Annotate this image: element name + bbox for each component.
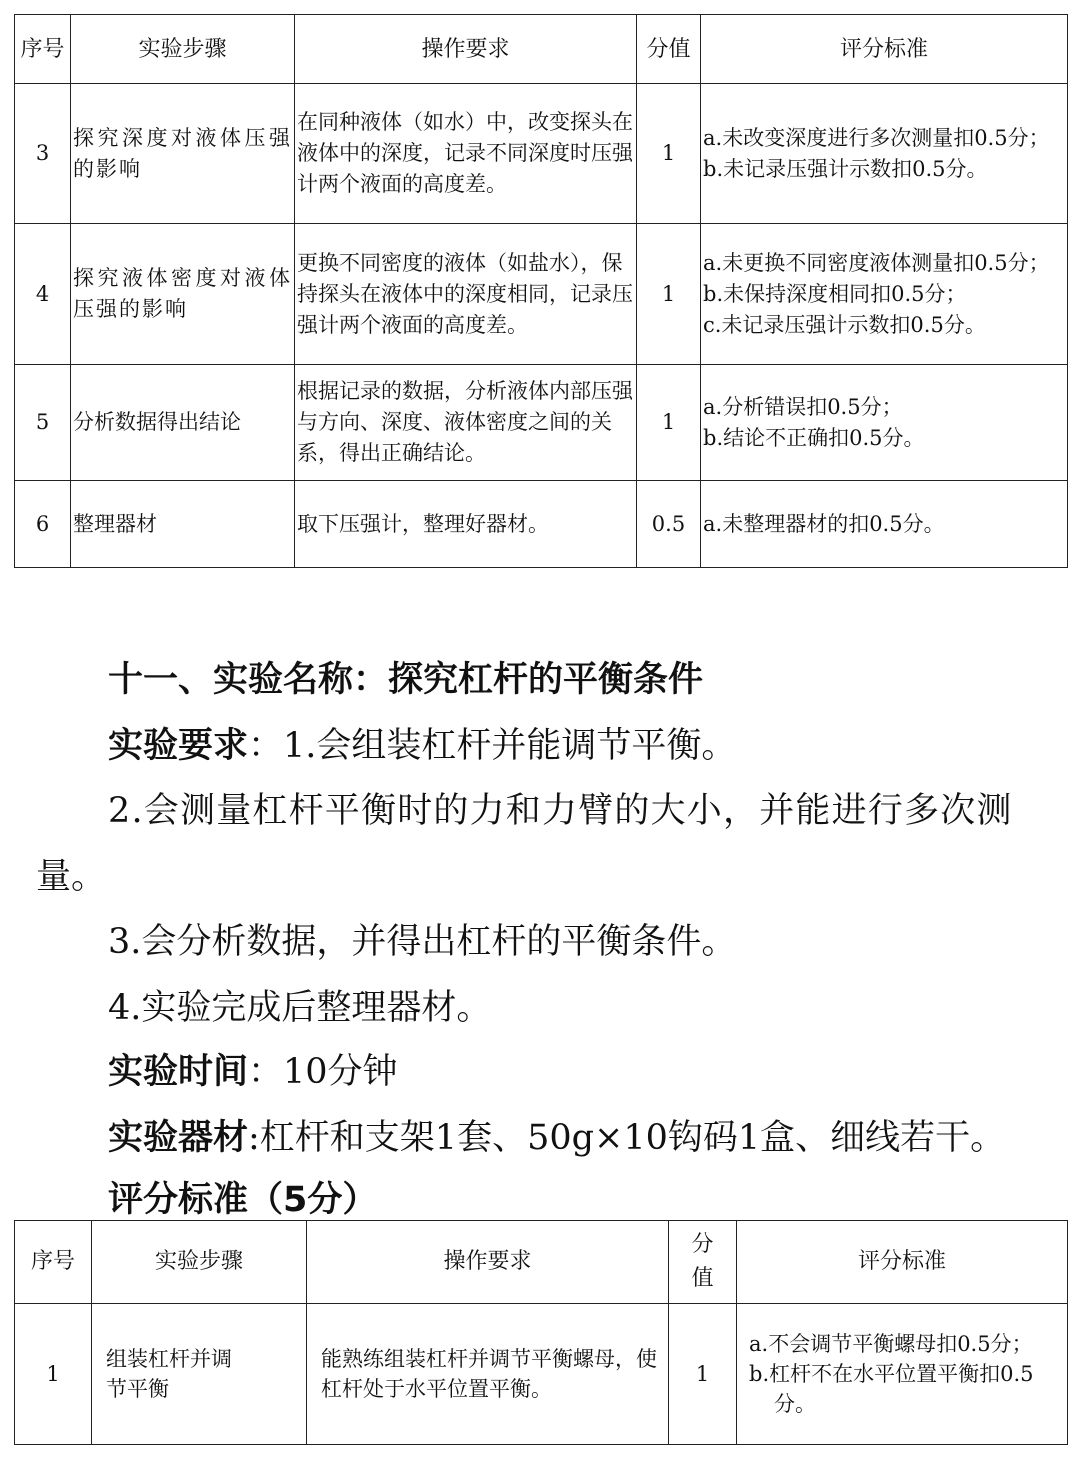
row-operation: 根据记录的数据，分析液体内部压强与方向、深度、液体密度之间的关系，得出正确结论。 [295,365,637,481]
row-score: 1 [637,224,701,365]
row-operation: 更换不同密度的液体（如盐水），保持探头在液体中的深度相同，记录压强计两个液面的高度差。 [295,224,637,365]
requirement-4: 4.实验完成后整理器材。 [108,988,492,1028]
row-operation: 取下压强计，整理好器材。 [295,481,637,568]
row-step-text: 组装杠杆并调节平衡 [106,1347,232,1401]
criteria-item: a.未更换不同密度液体测量扣0.5分； [703,250,1050,275]
row-no: 1 [15,1304,92,1445]
requirement-3: 3.会分析数据，并得出杠杆的平衡条件。 [108,922,737,962]
header-operation: 操作要求 [295,15,637,84]
row-step [92,1304,307,1445]
table-row [15,224,1068,365]
table-row [15,481,1068,568]
equipment-line [108,1110,1005,1160]
criteria-item: c.未记录压强计示数扣0.5分。 [703,312,986,337]
row-criteria [701,84,1068,224]
row-no: 3 [15,84,71,224]
time-label: 实验时间 [108,1052,249,1092]
requirement-1: ：1.会组装杠杆并能调节平衡。 [248,726,737,766]
header-operation: 操作要求 [307,1221,669,1304]
row-operation: 在同种液体（如水）中，改变探头在液体中的深度，记录不同深度时压强计两个液面的高度差。 [295,84,637,224]
requirement-label: 实验要求 [108,726,249,766]
table-header-row [15,15,1068,84]
table-row [15,1304,1068,1445]
scoring-table-2 [14,1220,1068,1445]
table-row [15,84,1068,224]
equipment-label: 实验器材 [108,1118,249,1158]
header-no: 序号 [15,15,71,84]
row-step: 分析数据得出结论 [71,365,295,481]
row-score: 0.5 [637,481,701,568]
header-step: 实验步骤 [71,15,295,84]
row-step: 整理器材 [71,481,295,568]
requirement-2a: 2.会测量杠杆平衡时的力和力臂的大小，并能进行多次测 [108,791,1013,831]
row-criteria [701,365,1068,481]
row-score: 1 [637,84,701,224]
time-value: ：10分钟 [248,1052,398,1092]
criteria-item: a.不会调节平衡螺母扣0.5分； [749,1332,1033,1356]
criteria-item: b.未记录压强计示数扣0.5分。 [703,156,988,181]
row-step: 探究液体密度对液体压强的影响 [71,224,295,365]
row-criteria [701,224,1068,365]
requirement-line-1 [108,718,736,768]
criteria-item: b.未保持深度相同扣0.5分； [703,281,967,306]
row-criteria [737,1304,1068,1445]
header-no: 序号 [15,1221,92,1304]
equipment-value: :杠杆和支架1套、50g×10钩码1盒、细线若干。 [248,1118,1006,1158]
row-operation: 能熟练组装杠杆并调节平衡螺母，使杠杆处于水平位置平衡。 [307,1304,669,1445]
criteria-item: a.分析错误扣0.5分； [703,394,903,419]
section-title: 十一、实验名称：探究杠杆的平衡条件 [108,660,704,700]
row-no: 5 [15,365,71,481]
table-row [15,365,1068,481]
row-no: 4 [15,224,71,365]
header-step: 实验步骤 [92,1221,307,1304]
scoring-label: 评分标准（5分） [108,1180,378,1220]
criteria-item: a.未改变深度进行多次测量扣0.5分； [703,125,1050,150]
criteria-item: b.杠杆不在水平位置平衡扣0.5分。 [749,1362,1034,1416]
row-score: 1 [669,1304,737,1445]
scoring-table-1 [14,14,1068,568]
row-score: 1 [637,365,701,481]
table-header-row [15,1221,1068,1304]
header-score [669,1221,737,1304]
header-criteria: 评分标准 [737,1221,1068,1304]
header-criteria: 评分标准 [701,15,1068,84]
criteria-item: b.结论不正确扣0.5分。 [703,425,925,450]
row-step: 探究深度对液体压强的影响 [71,84,295,224]
header-score: 分值 [637,15,701,84]
row-no: 6 [15,481,71,568]
requirement-2b: 量。 [36,857,107,897]
time-line [108,1044,398,1094]
header-score-text: 分值 [691,1232,714,1291]
criteria-item: a.未整理器材的扣0.5分。 [703,511,945,536]
row-criteria [701,481,1068,568]
